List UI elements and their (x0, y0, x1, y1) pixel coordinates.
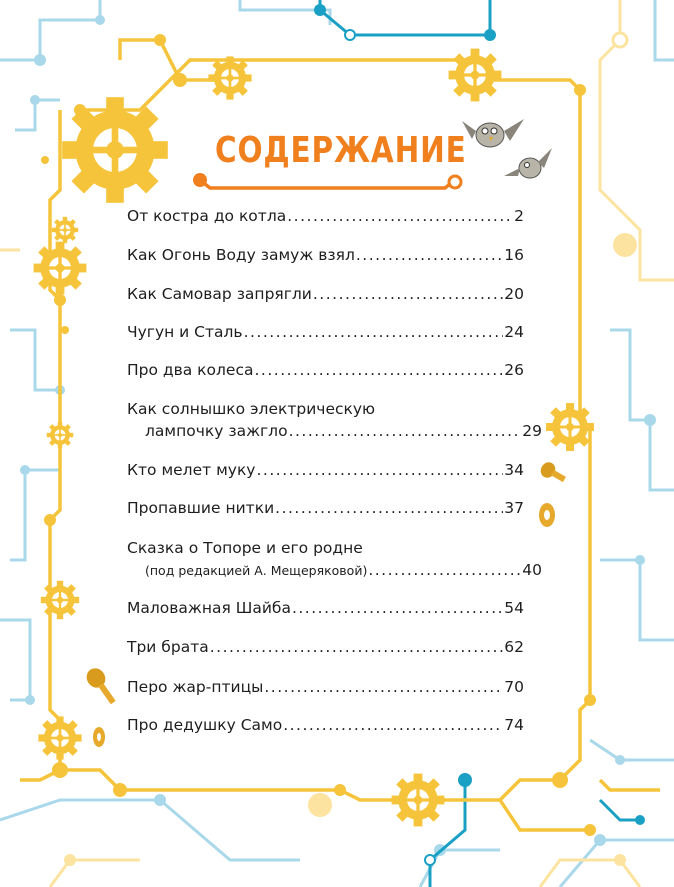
toc-entry[interactable]: Маловажная Шайба ..... 54 (127, 597, 524, 619)
toc-entry[interactable]: Как Самовар запрягли ..... 20 (127, 283, 524, 305)
toc-entry[interactable]: Как Огонь Воду замуж взял ..... 16 (127, 244, 524, 266)
toc-entry[interactable]: Кто мелет муку ..... 34 (127, 459, 524, 481)
toc-entry[interactable]: Про два колеса ..... 26 (127, 359, 524, 381)
bird-icon (462, 119, 552, 178)
toc-entry[interactable]: Три брата ..... 62 (127, 636, 524, 658)
toc-entry[interactable]: Пропавшие нитки ..... 37 (127, 497, 524, 519)
toc-entry[interactable]: Чугун и Сталь ..... 24 (127, 321, 524, 343)
toc-entry[interactable]: Как солнышко электрическую лампочку зажгло ..... 29 (127, 398, 524, 442)
toc-entry[interactable]: Про дедушку Само ..... 74 (127, 714, 524, 736)
page-title: СОДЕРЖАНИЕ (215, 130, 467, 171)
toc-entry[interactable]: Перо жар-птицы ..... 70 (127, 676, 524, 698)
toc-entry[interactable]: Сказка о Топоре и его родне (под редакцией А. Мещеряковой) ..... 40 (127, 537, 524, 582)
toc-entry[interactable]: От костра до котла ..... 2 (127, 205, 524, 227)
